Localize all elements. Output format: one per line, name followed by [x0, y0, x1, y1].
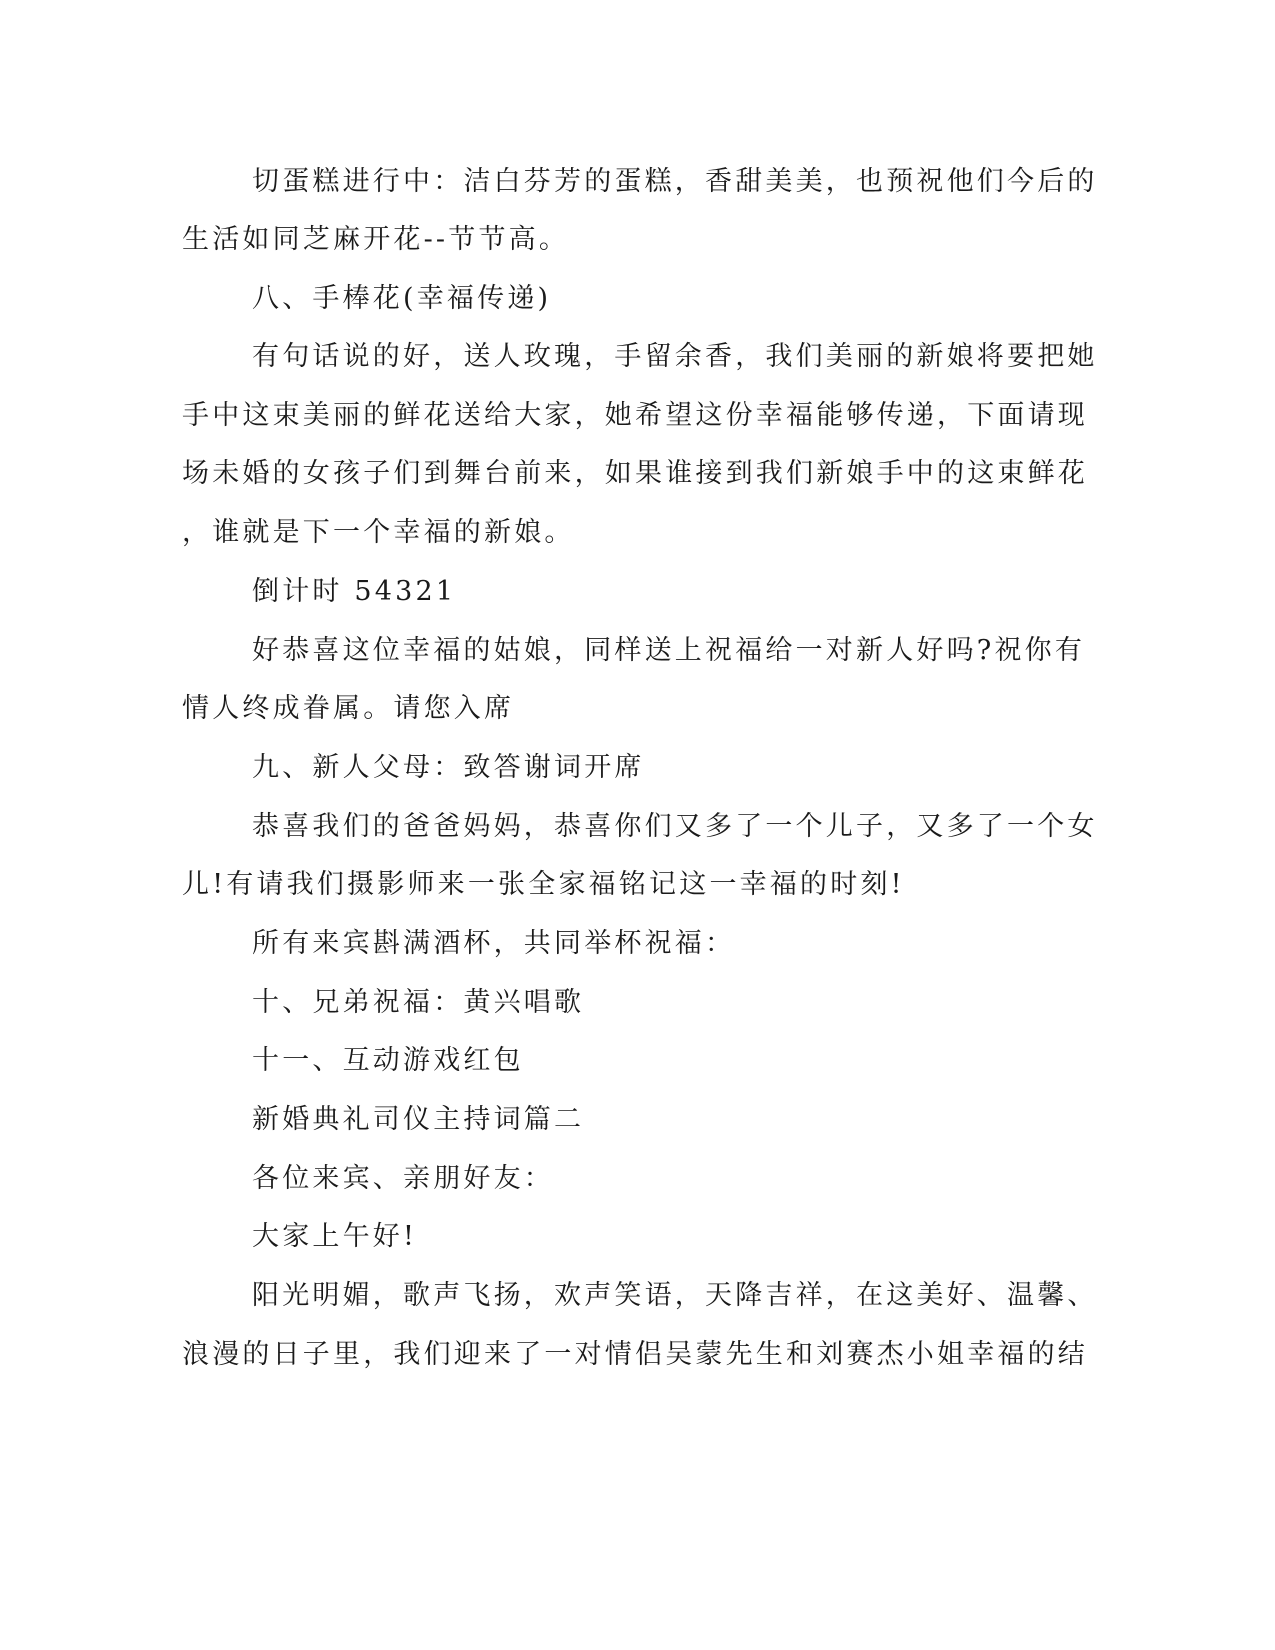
paragraph-line: 各位来宾、亲朋好友： [252, 1163, 554, 1194]
document-subtitle: 新婚典礼司仪主持词篇二 [252, 1104, 585, 1135]
paragraph-line: 情人终成眷属。请您入席 [182, 693, 515, 724]
paragraph-line: ，谁就是下一个幸福的新娘。 [182, 517, 575, 548]
section-heading: 九、新人父母：致答谢词开席 [252, 752, 645, 783]
paragraph-line: 所有来宾斟满酒杯，共同举杯祝福： [252, 928, 736, 959]
paragraph-line: 儿!有请我们摄影师来一张全家福铭记这一幸福的时刻! [182, 869, 905, 900]
paragraph-line: 手中这束美丽的鲜花送给大家，她希望这份幸福能够传递，下面请现 [182, 400, 1088, 431]
paragraph-line: 切蛋糕进行中：洁白芬芳的蛋糕，香甜美美，也预祝他们今后的 [252, 166, 1098, 197]
section-heading: 十、兄弟祝福：黄兴唱歌 [252, 987, 585, 1018]
paragraph-line: 场未婚的女孩子们到舞台前来，如果谁接到我们新娘手中的这束鲜花 [182, 458, 1088, 489]
paragraph-line: 好恭喜这位幸福的姑娘，同样送上祝福给一对新人好吗?祝你有 [252, 635, 1086, 666]
paragraph-line: 恭喜我们的爸爸妈妈，恭喜你们又多了一个儿子，又多了一个女 [252, 811, 1098, 842]
paragraph-line: 阳光明媚，歌声飞扬，欢声笑语，天降吉祥，在这美好、温馨、 [252, 1280, 1098, 1311]
paragraph-line: 倒计时 54321 [252, 576, 457, 607]
paragraph-line: 浪漫的日子里，我们迎来了一对情侣吴蒙先生和刘赛杰小姐幸福的结 [182, 1339, 1088, 1370]
paragraph-line: 生活如同芝麻开花--节节高。 [182, 224, 570, 255]
paragraph-line: 大家上午好! [252, 1221, 418, 1252]
paragraph-line: 有句话说的好，送人玫瑰，手留余香，我们美丽的新娘将要把她 [252, 341, 1098, 372]
section-heading: 八、手棒花(幸福传递) [252, 283, 552, 314]
section-heading: 十一、互动游戏红包 [252, 1045, 524, 1076]
